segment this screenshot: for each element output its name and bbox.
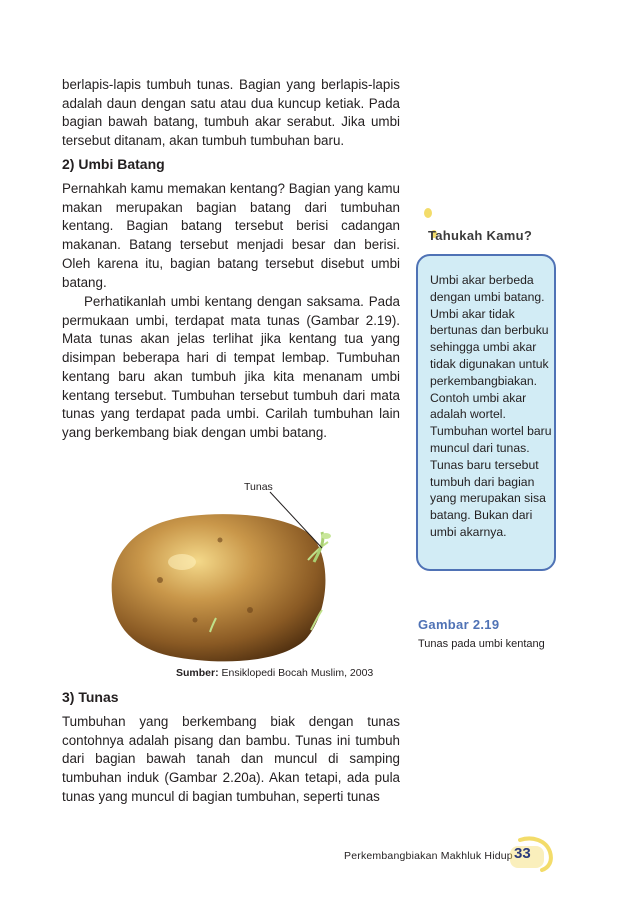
sprout-leaf — [321, 533, 331, 539]
potato-eye — [247, 607, 253, 613]
figure-caption: Tunas pada umbi kentang — [418, 638, 545, 650]
section-heading-tunas: 3) Tunas — [62, 689, 119, 705]
callout-label-tunas: Tunas — [244, 481, 273, 493]
potato-eye — [157, 577, 163, 583]
potato-highlight — [168, 554, 196, 570]
page-number: 33 — [514, 845, 531, 862]
potato-tuber — [112, 514, 326, 661]
sidebar-title: Tahukah Kamu? — [428, 228, 533, 243]
umbi-batang-paragraph-2 — [62, 293, 400, 443]
sidebar-text: Umbi akar berbeda dengan umbi batang. Umbi akar tidak bertunas dan berbuku sehingga umbi akar tidak digunakan untuk perkembangbiakan. Contoh umbi akar adalah wortel. Tumbuhan wortel baru muncul dari tunas. Tunas baru tersebut tumbuh dari bagian yang merupakan sisa batang. Bukan dari umbi akarnya. — [430, 273, 552, 539]
intro-paragraph: berlapis-lapis tumbuh tunas. Bagian yang berlapis-lapis adalah daun dengan satu atau dua kuncup ketiak. Pada bagian bawah batang, tumbuh akar serabut. Jika umbi tersebut ditanam, akan tumbuh tumbuhan baru. — [62, 77, 400, 149]
figure-number: Gambar 2.19 — [418, 617, 500, 632]
figure-source-text: Ensiklopedi Bocah Muslim, 2003 — [218, 667, 374, 679]
footer-chapter-title: Perkembangbiakan Makhluk Hidup — [344, 850, 513, 862]
umbi-batang-paragraph-1: Pernahkah kamu memakan kentang? Bagian yang kamu makan merupakan bagian batang dari tumbuhan kentang. Bagian batang tersebut berisi cadangan makanan. Batang tersebut menjadi besar dan berisi. Oleh karena itu, bagian batang tersebut disebut umbi batang. — [62, 181, 400, 290]
potato-eye — [218, 538, 223, 543]
umbi-batang-paragraph-2-text: Perhatikanlah umbi kentang dengan saksama. Pada permukaan umbi, terdapat mata tunas (Gambar 2.19). Mata tunas akan jelas terlihat jika kentang tua yang disimpan beberapa hari di tempat lembap. Tumbuhan kentang baru akan tumbuh jika kita menanam umbi kentang tersebut. Tumbuhan tersebut tumbuh dari mata tunas yang terdapat pada umbi. Carilah tumbuhan lain yang berkembang biak dengan umbi batang. — [62, 294, 400, 440]
tunas-paragraph: Tumbuhan yang berkembang biak dengan tunas contohnya adalah pisang dan bambu. Tunas ini tumbuh dari bagian bawah tanah dan muncul di samping tumbuhan induk (Gambar 2.20a). Akan tetapi, ada pula tunas yang muncul di bagian tumbuhan, seperti tunas — [62, 714, 400, 804]
sidebar-box — [416, 254, 556, 571]
figure-source — [176, 667, 373, 679]
potato-eye — [193, 618, 198, 623]
potato-figure — [100, 470, 400, 670]
figure-source-label: Sumber: — [176, 667, 219, 679]
section-heading-umbi-batang: 2) Umbi Batang — [62, 156, 165, 172]
